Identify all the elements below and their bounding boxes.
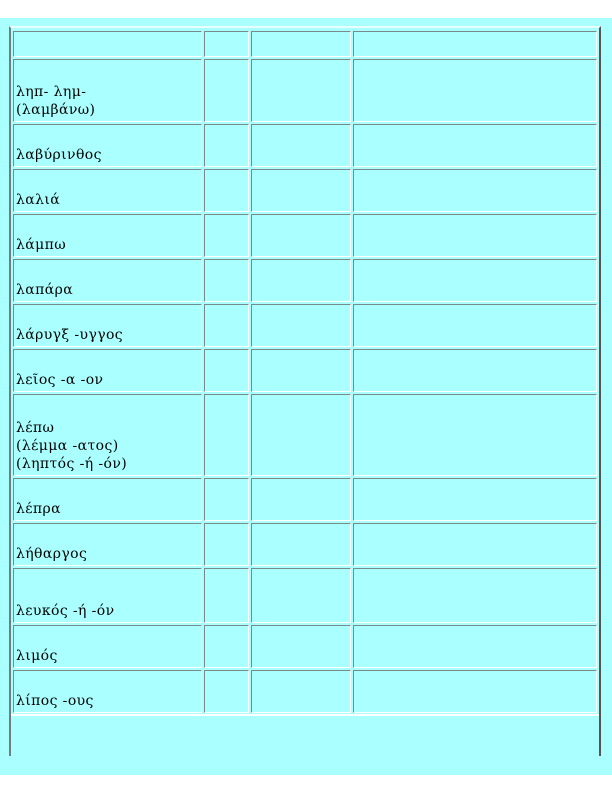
empty-cell bbox=[204, 214, 249, 257]
empty-cell bbox=[204, 259, 249, 302]
empty-cell bbox=[204, 304, 249, 347]
empty-cell bbox=[353, 625, 597, 668]
word-line: λέπρα bbox=[16, 501, 62, 517]
table-row bbox=[13, 349, 597, 392]
word-line: λάρυγξ -υγγος bbox=[16, 327, 124, 343]
empty-cell bbox=[204, 478, 249, 521]
word-cell bbox=[13, 478, 202, 521]
empty-cell bbox=[251, 478, 351, 521]
empty-cell bbox=[251, 124, 351, 167]
empty-cell bbox=[204, 349, 249, 392]
empty-cell bbox=[251, 59, 351, 122]
table-row bbox=[13, 169, 597, 212]
empty-cell bbox=[251, 304, 351, 347]
empty-cell bbox=[353, 169, 597, 212]
vocabulary-table bbox=[11, 29, 599, 715]
word-cell bbox=[13, 523, 202, 566]
word-cell bbox=[13, 349, 202, 392]
empty-cell bbox=[204, 523, 249, 566]
header-cell-3 bbox=[251, 31, 351, 57]
word-cell bbox=[13, 568, 202, 623]
word-line: λιμός bbox=[16, 648, 58, 664]
word-line: (ληπτός -ή -όν) bbox=[16, 456, 128, 472]
word-cell bbox=[13, 169, 202, 212]
word-cell bbox=[13, 394, 202, 476]
empty-cell bbox=[353, 59, 597, 122]
empty-cell bbox=[251, 214, 351, 257]
empty-cell bbox=[353, 214, 597, 257]
empty-cell bbox=[204, 568, 249, 623]
empty-cell bbox=[204, 670, 249, 713]
word-cell bbox=[13, 625, 202, 668]
word-line: (λέμμα -ατος) bbox=[16, 438, 119, 454]
header-cell-2 bbox=[204, 31, 249, 57]
empty-cell bbox=[251, 394, 351, 476]
word-line: λάμπω bbox=[16, 237, 67, 253]
word-cell bbox=[13, 59, 202, 122]
table-row bbox=[13, 59, 597, 122]
word-line: λίπος -ους bbox=[16, 693, 94, 709]
empty-cell bbox=[353, 124, 597, 167]
word-line: λευκός -ή -όν bbox=[16, 603, 115, 619]
empty-cell bbox=[251, 169, 351, 212]
empty-cell bbox=[353, 304, 597, 347]
word-cell bbox=[13, 214, 202, 257]
empty-cell bbox=[353, 478, 597, 521]
empty-cell bbox=[204, 169, 249, 212]
empty-cell bbox=[251, 625, 351, 668]
word-cell bbox=[13, 670, 202, 713]
empty-cell bbox=[353, 349, 597, 392]
word-cell bbox=[13, 124, 202, 167]
word-line: λαβύρινθος bbox=[16, 147, 102, 163]
table-row bbox=[13, 394, 597, 476]
word-cell bbox=[13, 304, 202, 347]
empty-cell bbox=[251, 259, 351, 302]
word-line: λαλιά bbox=[16, 192, 61, 208]
header-row bbox=[13, 31, 597, 57]
table-row bbox=[13, 124, 597, 167]
table-row bbox=[13, 523, 597, 566]
header-cell-4 bbox=[353, 31, 597, 57]
word-line: ληπ- λημ- bbox=[16, 84, 87, 100]
empty-cell bbox=[353, 568, 597, 623]
table-row bbox=[13, 304, 597, 347]
empty-cell bbox=[353, 394, 597, 476]
table-row bbox=[13, 478, 597, 521]
word-line: λαπάρα bbox=[16, 282, 74, 298]
table-row bbox=[13, 259, 597, 302]
empty-cell bbox=[204, 625, 249, 668]
header-cell-word bbox=[13, 31, 202, 57]
word-line: (λαμβάνω) bbox=[16, 102, 96, 118]
word-line: λήθαργος bbox=[16, 546, 88, 562]
empty-cell bbox=[204, 59, 249, 122]
empty-cell bbox=[353, 523, 597, 566]
table-row bbox=[13, 670, 597, 713]
vocabulary-table-frame bbox=[9, 26, 601, 756]
empty-cell bbox=[251, 523, 351, 566]
table-bottom-divider bbox=[11, 714, 599, 716]
table-row bbox=[13, 214, 597, 257]
empty-cell bbox=[204, 394, 249, 476]
table-row bbox=[13, 625, 597, 668]
table-row bbox=[13, 568, 597, 623]
empty-cell bbox=[204, 124, 249, 167]
empty-cell bbox=[251, 670, 351, 713]
word-line: λέπω bbox=[16, 420, 55, 436]
word-line: λεῖος -α -ον bbox=[16, 372, 104, 388]
empty-cell bbox=[353, 259, 597, 302]
word-cell bbox=[13, 259, 202, 302]
empty-cell bbox=[251, 349, 351, 392]
empty-cell bbox=[353, 670, 597, 713]
empty-cell bbox=[251, 568, 351, 623]
